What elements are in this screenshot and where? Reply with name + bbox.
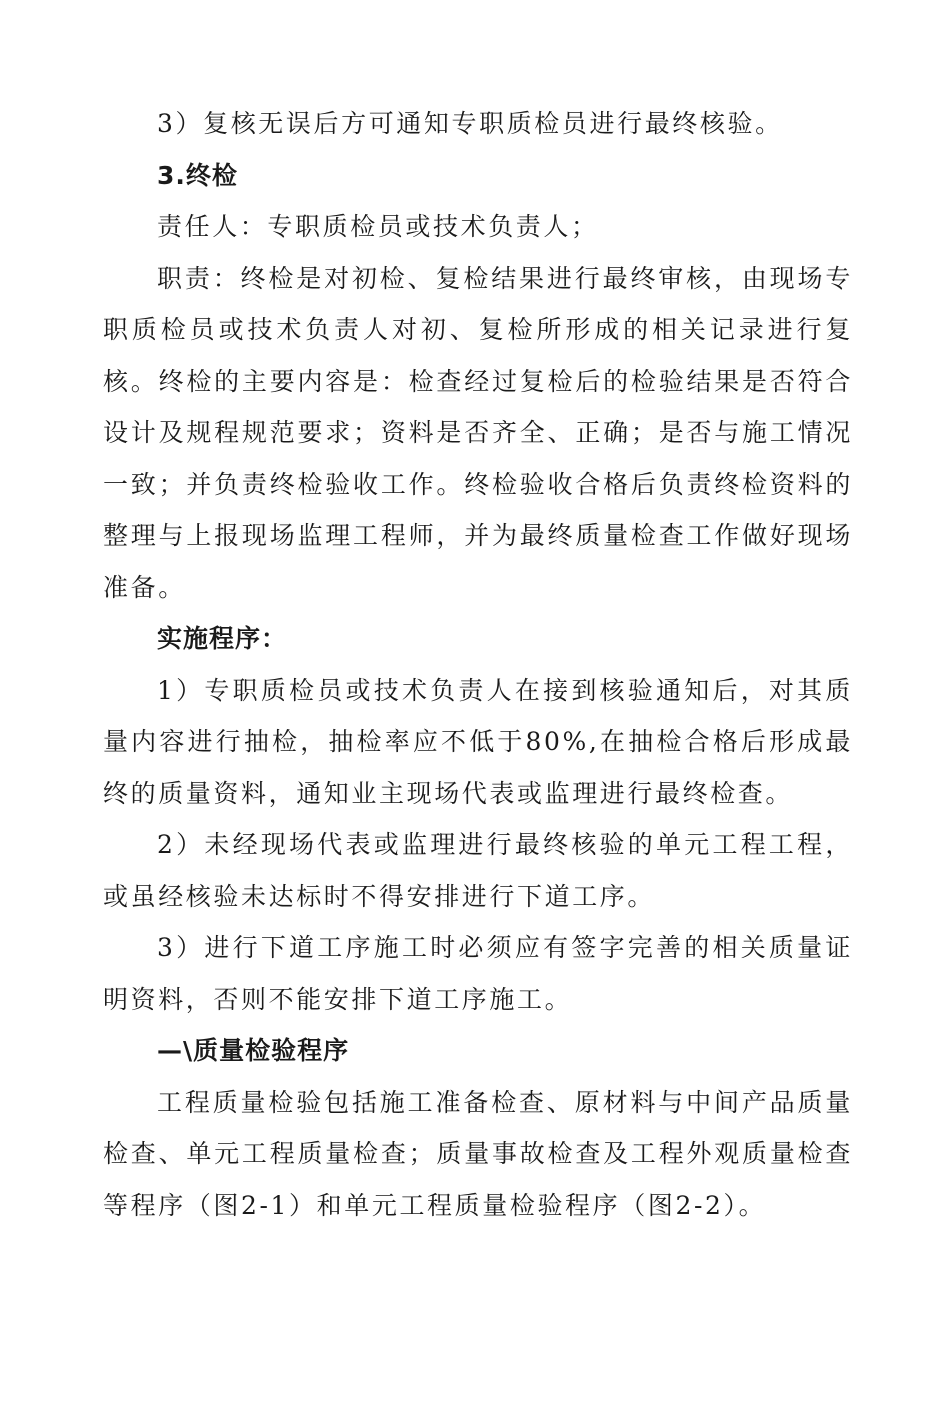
heading-quality-inspection-procedure: —\质量检验程序 (157, 1036, 350, 1065)
paragraph-quality-inspection: 工程质量检验包括施工准备检查、原材料与中间产品质量检查、单元工程质量检查；质量事故检查及工程外观质量检查等程序（图2-1）和单元工程质量检验程序（图2-2）。 (103, 1087, 853, 1220)
paragraph-duties: 职责：终检是对初检、复检结果进行最终审核，由现场专职质检员或技术负责人对初、复检所形成的相关记录进行复核。终检的主要内容是：检查经过复检后的检验结果是否符合设计及规程规范要求；资料是否齐全、正确；是否与施工情况一致；并负责终检验收工作。终检验收合格后负责终检资料的整理与上报现场监理工程师，并为最终质量检查工作做好现场准备。 (103, 263, 853, 602)
document-page (103, 98, 853, 1231)
paragraph-step-2: 2）未经现场代表或监理进行最终核验的单元工程工程，或虽经核验未达标时不得安排进行下道工序。 (103, 830, 853, 911)
paragraph-step-3: 3）进行下道工序施工时必须应有签字完善的相关质量证明资料，否则不能安排下道工序施工。 (103, 933, 853, 1014)
paragraph-responsible-person: 责任人：专职质检员或技术负责人； (157, 212, 599, 241)
heading-final-inspection: 3.终检 (157, 160, 238, 190)
paragraph-step-1: 1）专职质检员或技术负责人在接到核验通知后，对其质量内容进行抽检，抽检率应不低于80%,在抽检合格后形成最终的质量资料，通知业主现场代表或监理进行最终检查。 (103, 675, 853, 808)
heading-implementation-procedure: 实施程序： (157, 624, 288, 653)
paragraph-review-step3: 3）复核无误后方可通知专职质检员进行最终核验。 (157, 109, 783, 138)
